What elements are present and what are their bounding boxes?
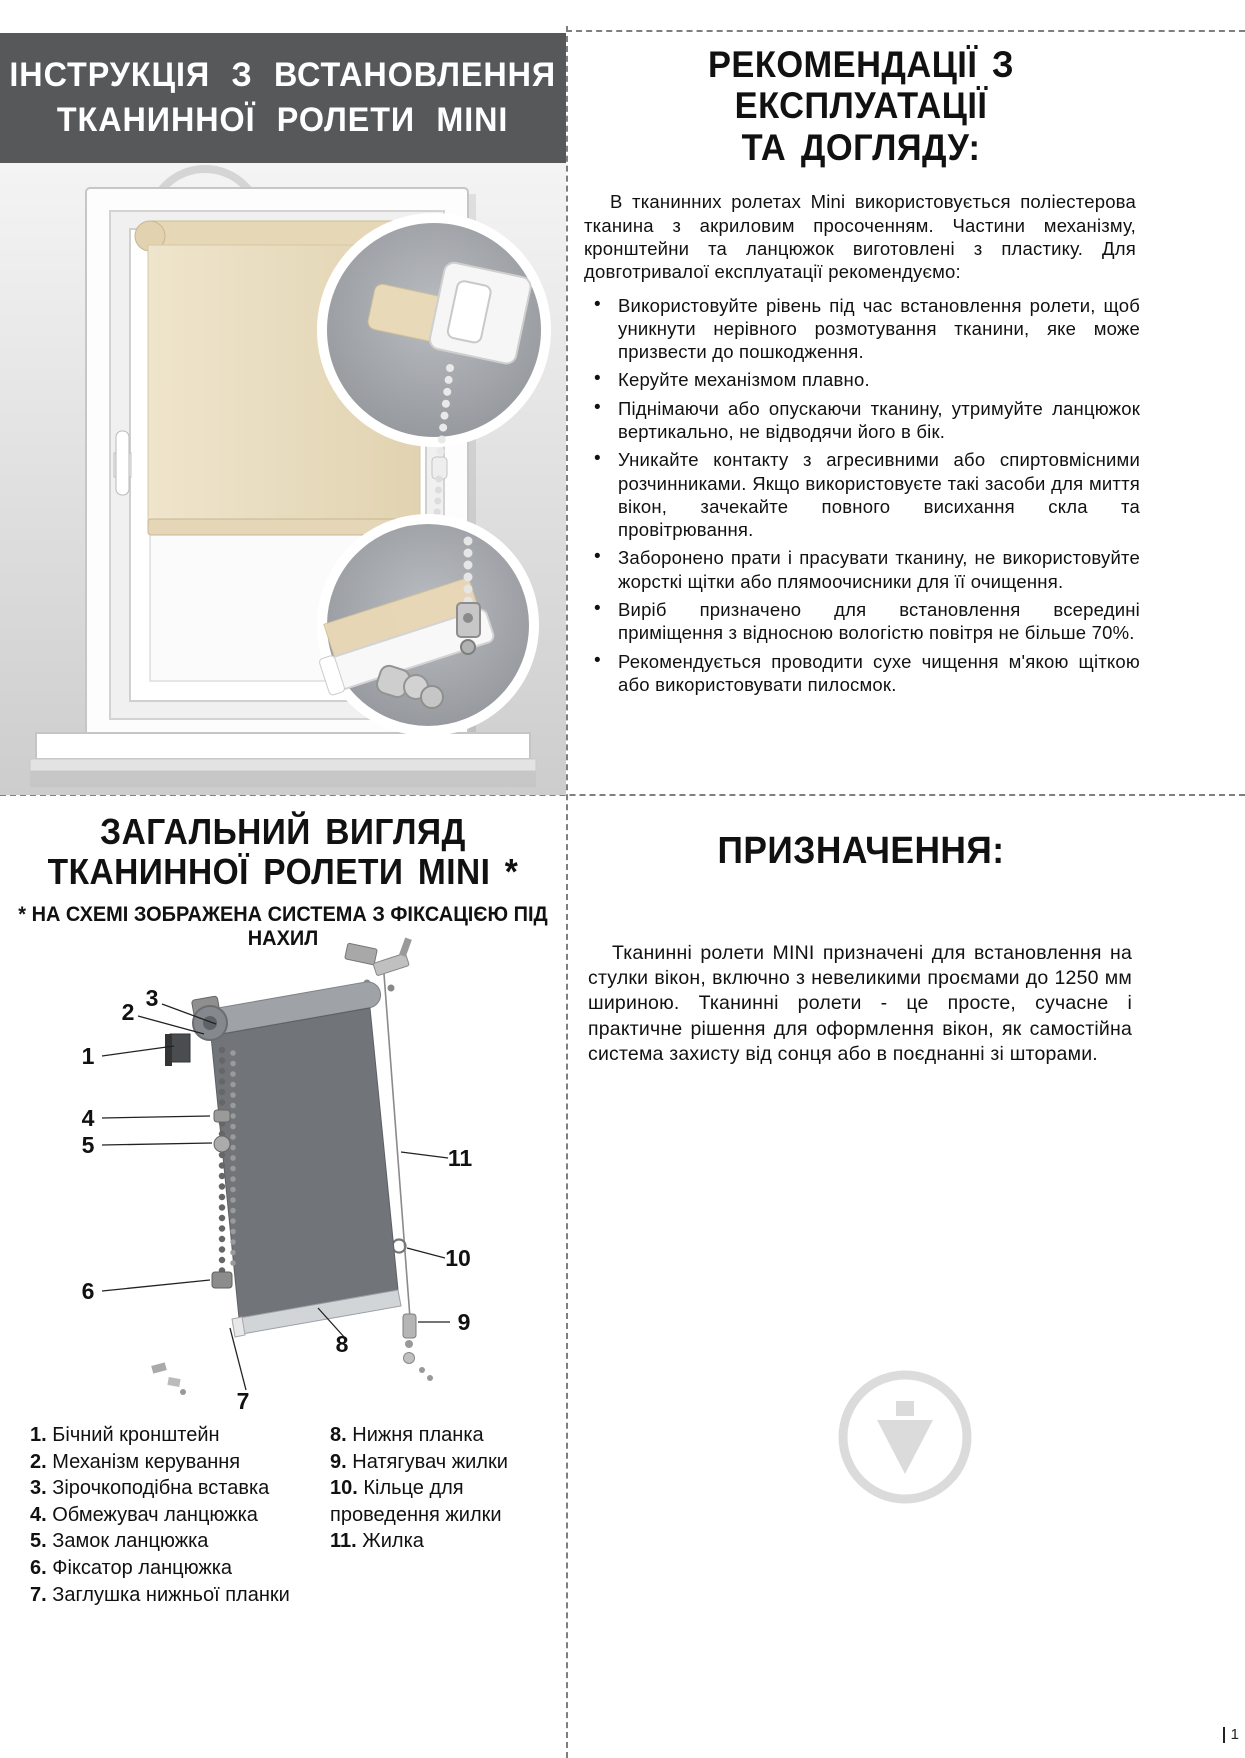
legend-item-1: 1. Бічний кронштейн bbox=[30, 1424, 220, 1446]
label-11: 11 bbox=[447, 1145, 473, 1171]
banner-title-line2: ТКАНИННОЇ РОЛЕТИ MINI bbox=[57, 101, 509, 139]
care-bullet-3: • Піднімаючи або опускаючи тканину, утримуйте ланцюжок вертикально, не відводячи його в бік. bbox=[582, 397, 1140, 444]
label-9: 9 bbox=[457, 1309, 471, 1335]
legend-item-6: 6. Фіксатор ланцюжка bbox=[30, 1556, 233, 1579]
label-5: 5 bbox=[81, 1132, 95, 1158]
page-number-value: 1 bbox=[1230, 1726, 1239, 1743]
overview-heading-line2: ТКАНИННОЇ РОЛЕТИ MINI * bbox=[47, 851, 519, 893]
label-3: 3 bbox=[145, 985, 159, 1011]
parts-legend bbox=[30, 1422, 555, 1608]
legend-item-5: 5. Замок ланцюжка bbox=[30, 1530, 209, 1553]
windowsill bbox=[30, 733, 536, 787]
dashed-divider-top bbox=[566, 30, 1245, 32]
parts-diagram bbox=[18, 928, 548, 1420]
purpose-body: Тканинні ролети MINI призначені для встановлення на стулки вікон, включно з невеликими проємами до 1250 мм шириною. Тканинні ролети - це просте, сучасне і практичне рішення для оформлення вікон, як самостійна система захисту від сонця або в поєднанні зі шторами. bbox=[588, 941, 1132, 1065]
care-bullet-1: • Використовуйте рівень під час встановлення ролети, щоб уникнути нерівного розмотування тканини, яке може призвести до пошкодження. bbox=[582, 294, 1140, 364]
legend-item-7: 7. Заглушка нижньої планки bbox=[30, 1583, 290, 1606]
legend-item-8: 8. Нижня планка bbox=[330, 1424, 484, 1446]
legend-item-9: 9. Натягувач жилки bbox=[330, 1450, 508, 1473]
window-blind-illustration bbox=[0, 163, 566, 795]
legend-item-2: 2. Механізм керування bbox=[30, 1450, 241, 1473]
purpose-section bbox=[582, 830, 1140, 1067]
label-8: 8 bbox=[335, 1331, 349, 1357]
label-4: 4 bbox=[81, 1105, 95, 1131]
legend-column-right bbox=[330, 1422, 555, 1608]
diagram-roller-blind bbox=[165, 980, 398, 1318]
page-number-tick bbox=[1223, 1727, 1225, 1743]
legend-item-4: 4. Обмежувач ланцюжка bbox=[30, 1503, 258, 1526]
legend-item-10: 10. Кільце для проведення жилки bbox=[330, 1477, 502, 1526]
care-intro: В тканинних ролетах Mini використовується поліестерова тканина з акриловим просоченням. Частини механізму, кронштейни та ланцюжок виготовлені з пластику. Для довготривалої експлуатації рекомендуємо: bbox=[584, 191, 1136, 283]
chain-fixator bbox=[212, 1272, 232, 1288]
chain-limiter bbox=[214, 1110, 230, 1122]
care-bullet-5: • Заборонено прати і прасувати тканину, не використовуйте жорсткі щітки або плямоочисники для її очищення. bbox=[582, 546, 1140, 593]
label-7: 7 bbox=[236, 1388, 250, 1414]
legend-item-3: 3. Зірочкоподібна вставка bbox=[30, 1477, 270, 1500]
title-banner bbox=[0, 33, 566, 163]
care-bullet-7: • Рекомендується проводити сухе чищення м'якою щіткою або використовувати пилосмок. bbox=[582, 650, 1140, 697]
care-bullet-2: • Керуйте механізмом плавно. bbox=[582, 368, 1140, 391]
care-heading-line2: ТА ДОГЛЯДУ: bbox=[741, 126, 981, 168]
brand-watermark-bottom bbox=[815, 1347, 995, 1527]
banner-title-line1: ІНСТРУКЦІЯ З ВСТАНОВЛЕННЯ bbox=[9, 56, 557, 94]
screws bbox=[151, 1362, 186, 1395]
label-2: 2 bbox=[121, 999, 135, 1025]
overview-subtitle: * НА СХЕМІ ЗОБРАЖЕНА СИСТЕМА З ФІКСАЦІЄЮ ПІД НАХИЛ bbox=[18, 902, 548, 950]
legend-column-left bbox=[30, 1422, 330, 1608]
care-section bbox=[582, 44, 1140, 696]
page-number bbox=[1223, 1726, 1239, 1743]
label-10: 10 bbox=[445, 1245, 471, 1271]
care-bullet-4: • Уникайте контакту з агресивними або спиртовмісними розчинниками. Якщо використовуєте такі засоби для миття вікон, зачекайте повного висихання скла та провітрювання. bbox=[582, 448, 1140, 541]
chain-lock bbox=[214, 1136, 230, 1152]
line-tensioner bbox=[403, 1314, 433, 1381]
care-bullet-list bbox=[582, 294, 1140, 697]
label-6: 6 bbox=[81, 1278, 95, 1304]
overview-heading-line1: ЗАГАЛЬНИЙ ВИГЛЯД bbox=[100, 811, 466, 852]
care-heading-line1: РЕКОМЕНДАЦІЇ З ЕКСПЛУАТАЦІЇ bbox=[708, 44, 1014, 127]
dashed-divider-vertical bbox=[566, 26, 568, 1758]
legend-item-11: 11. Жилка bbox=[330, 1530, 424, 1553]
purpose-heading: ПРИЗНАЧЕННЯ: bbox=[717, 830, 1005, 872]
label-1: 1 bbox=[81, 1043, 95, 1069]
care-bullet-6: • Виріб призначено для встановлення всередині приміщення з відносною вологістю повітря не більше 70%. bbox=[582, 598, 1140, 645]
